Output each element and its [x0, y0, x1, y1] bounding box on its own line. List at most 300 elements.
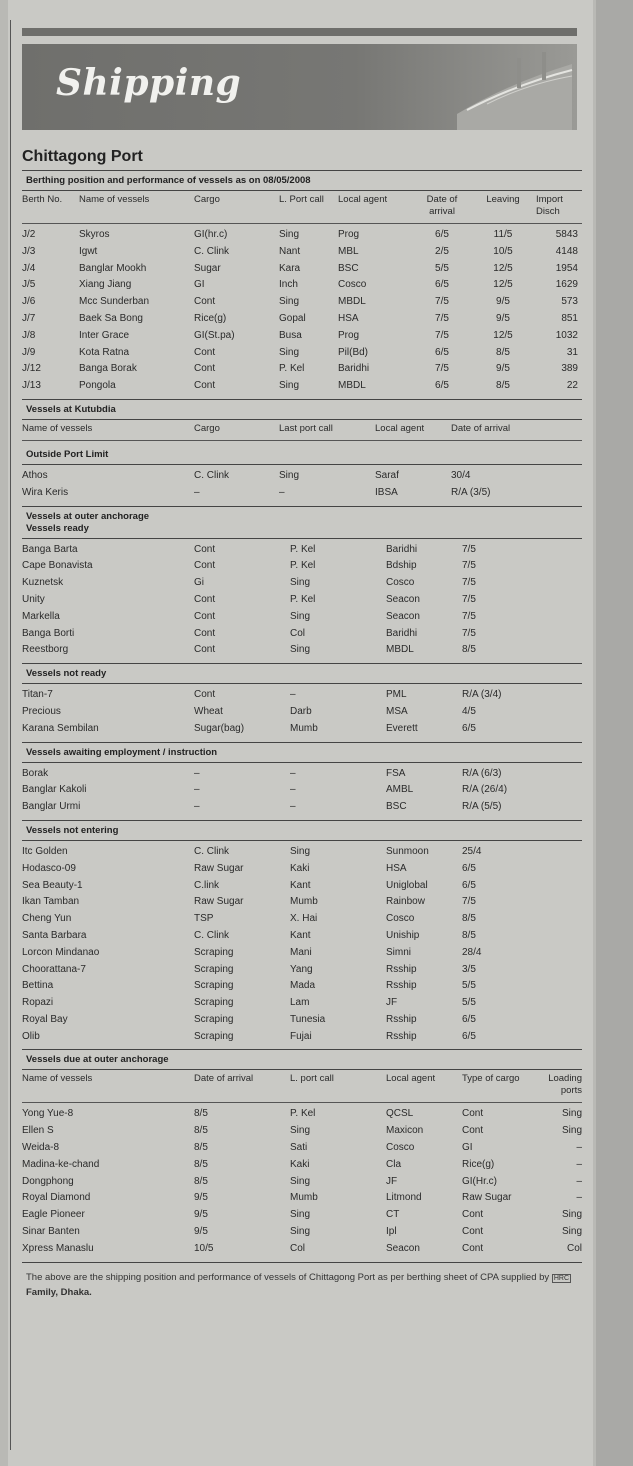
table-cell: 9/5 — [496, 312, 510, 324]
table-cell: Wheat — [194, 705, 223, 717]
table-cell: Rsship — [386, 963, 417, 975]
table-cell: BSC — [338, 262, 359, 274]
table-row — [22, 1207, 582, 1224]
table-cell: Ipl — [386, 1226, 397, 1238]
table-cell: C. Clink — [194, 245, 230, 257]
table-cell: Cont — [462, 1209, 484, 1221]
table-cell: Sing — [279, 296, 300, 308]
table-row — [22, 311, 582, 328]
table-cell: – — [194, 767, 200, 779]
table-row — [22, 261, 582, 278]
table-cell: Scraping — [194, 946, 234, 958]
table-body — [22, 224, 582, 395]
table-cell: Igwt — [79, 245, 98, 257]
table-cell: 8/5 — [194, 1142, 208, 1154]
table-cell: Sing — [279, 229, 300, 240]
table-cell: Litmond — [386, 1192, 422, 1204]
table-cell: MBDL — [386, 644, 414, 656]
table-cell: Rsship — [386, 980, 417, 992]
table-cell: Fujai — [290, 1030, 312, 1042]
table-cell: Baridhi — [386, 627, 418, 639]
table-cell: 31 — [566, 346, 578, 358]
table-cell: Sing — [279, 469, 300, 481]
table-cell: Bdship — [386, 560, 417, 572]
table-cell: Banga Borti — [22, 627, 75, 639]
due-table — [22, 1070, 582, 1257]
col-header: Cargo — [194, 420, 279, 441]
shipping-content — [22, 148, 582, 1300]
table-cell: Sinar Banten — [22, 1226, 80, 1238]
table-cell: 7/5 — [435, 363, 449, 375]
table-cell: Maxicon — [386, 1125, 424, 1137]
table-cell: 1954 — [555, 262, 578, 274]
table-row — [22, 1029, 582, 1046]
table-cell: J/13 — [22, 380, 41, 392]
table-row — [22, 294, 582, 311]
table-cell: Raw Sugar — [462, 1192, 512, 1204]
table-cell: – — [194, 784, 200, 796]
vessels-ready-title: Vessels ready — [22, 522, 582, 539]
table-cell: BSC — [386, 801, 407, 813]
table-cell: Mumb — [290, 896, 318, 908]
table-cell: Baek Sa Bong — [79, 312, 143, 324]
table-cell: 8/5 — [462, 913, 476, 925]
table-cell: – — [290, 784, 296, 796]
table-row — [22, 1224, 582, 1241]
table-cell: Scraping — [194, 980, 234, 992]
table-cell: Cont — [462, 1125, 484, 1137]
table-cell: 4/5 — [462, 705, 476, 717]
table-cell: 8/5 — [194, 1108, 208, 1120]
port-title: Chittagong Port — [22, 148, 143, 165]
table-row — [22, 945, 582, 962]
table-cell: C. Clink — [194, 929, 230, 941]
table-cell: Cont — [194, 560, 216, 572]
hrc-logo: HRC — [553, 1274, 569, 1282]
table-row — [22, 485, 582, 502]
table-cell: 6/5 — [462, 1013, 476, 1025]
table-cell: Scraping — [194, 997, 234, 1009]
table-cell: Sing — [290, 1226, 311, 1238]
adjacent-page-strip — [596, 0, 633, 1466]
table-row — [22, 894, 582, 911]
table-cell: – — [290, 801, 296, 813]
table-cell: Reestborg — [22, 644, 69, 656]
table-cell: Sugar(bag) — [194, 722, 245, 734]
table-cell: GI — [462, 1142, 473, 1154]
table-cell: P. Kel — [279, 363, 305, 375]
table-cell: Seacon — [386, 1242, 420, 1254]
banner-title: Shipping — [56, 62, 242, 104]
table-cell: Mada — [290, 980, 316, 992]
berthing-title: Berthing position and performance of vessels as on 08/05/2008 — [22, 170, 582, 191]
table-cell: Lorcon Mindanao — [22, 946, 100, 958]
table-cell: R/A (6/3) — [462, 767, 502, 779]
section-banner — [22, 44, 577, 130]
table-cell: Pongola — [79, 380, 116, 392]
table-body — [22, 1103, 582, 1258]
table-cell: 9/5 — [194, 1226, 208, 1238]
table-cell: Sing — [561, 1209, 582, 1221]
table-cell: Cont — [194, 627, 216, 639]
table-cell: Kant — [290, 929, 311, 941]
table-cell: Markella — [22, 610, 60, 622]
table-cell: Royal Diamond — [22, 1192, 91, 1204]
table-cell: Cont — [194, 380, 216, 392]
table-cell: Cape Bonavista — [22, 560, 93, 572]
table-cell: P. Kel — [290, 593, 316, 605]
table-cell: 6/5 — [462, 1030, 476, 1042]
table-row — [22, 1012, 582, 1029]
table-cell: Sea Beauty-1 — [22, 879, 83, 891]
table-cell: 8/5 — [462, 929, 476, 941]
awaiting-table — [22, 763, 582, 816]
table-cell: P. Kel — [290, 543, 316, 555]
table-cell: Inter Grace — [79, 329, 130, 341]
table-cell: R/A (26/4) — [462, 784, 508, 796]
table-cell: 7/5 — [462, 577, 476, 589]
table-cell: P. Kel — [290, 1108, 316, 1120]
col-header: Local agent — [375, 420, 451, 441]
footnote-source: Family, Dhaka. — [26, 1286, 92, 1298]
table-row — [22, 1140, 582, 1157]
table-cell: Cont — [194, 610, 216, 622]
footnote — [22, 1262, 582, 1300]
table-cell: Rainbow — [386, 896, 425, 908]
col-header: Date of arrival — [194, 1070, 290, 1103]
table-cell: Baridhi — [338, 363, 370, 375]
table-cell: Sugar — [194, 262, 221, 274]
table-cell: Santa Barbara — [22, 929, 87, 941]
table-cell: Banglar Urmi — [22, 801, 81, 813]
table-cell: Uniglobal — [386, 879, 428, 891]
table-cell: P. Kel — [290, 560, 316, 572]
table-cell: Itc Golden — [22, 845, 68, 857]
table-cell: J/12 — [22, 363, 41, 375]
table-row — [22, 328, 582, 345]
table-row — [22, 878, 582, 895]
table-cell: Ropazi — [22, 997, 54, 1009]
table-cell: Cosco — [338, 279, 367, 291]
table-row — [22, 626, 582, 643]
table-row — [22, 1157, 582, 1174]
table-cell: J/4 — [22, 262, 36, 274]
table-cell: 7/5 — [462, 543, 476, 555]
table-row — [22, 978, 582, 995]
table-cell: 7/5 — [462, 627, 476, 639]
kutubdia-table — [22, 420, 582, 441]
table-row — [22, 592, 582, 609]
table-cell: Cont — [462, 1108, 484, 1120]
table-cell: Sing — [561, 1226, 582, 1238]
table-row — [22, 465, 582, 485]
table-row — [22, 345, 582, 362]
col-header: Name of vessels — [22, 1070, 194, 1103]
table-cell: 7/5 — [462, 593, 476, 605]
table-cell: 5/5 — [462, 980, 476, 992]
table-row — [22, 558, 582, 575]
table-cell: Sing — [279, 380, 300, 392]
table-cell: 10/5 — [493, 245, 513, 257]
table-cell: CT — [386, 1209, 400, 1221]
table-row — [22, 539, 582, 559]
table-cell: J/6 — [22, 296, 36, 308]
table-cell: 10/5 — [194, 1242, 214, 1254]
table-cell: Seacon — [386, 610, 420, 622]
table-cell: Rice(g) — [462, 1158, 495, 1170]
table-row — [22, 911, 582, 928]
table-row — [22, 1174, 582, 1191]
table-cell: – — [576, 1192, 582, 1204]
table-cell: Sing — [290, 845, 311, 857]
table-cell: Raw Sugar — [194, 862, 244, 874]
table-cell: 6/5 — [462, 879, 476, 891]
table-cell: 11/5 — [493, 229, 513, 240]
table-cell: 6/5 — [435, 229, 449, 240]
table-cell: – — [576, 1158, 582, 1170]
table-cell: QCSL — [386, 1108, 414, 1120]
table-cell: C.link — [194, 879, 220, 891]
table-row — [22, 609, 582, 626]
awaiting-title: Vessels awaiting employment / instruction — [22, 742, 582, 763]
table-body — [22, 465, 582, 502]
table-cell: Scraping — [194, 1030, 234, 1042]
table-body — [22, 539, 582, 660]
table-cell: Gi — [194, 577, 204, 589]
table-cell: J/5 — [22, 279, 36, 291]
table-cell: 7/5 — [435, 312, 449, 324]
table-cell: PML — [386, 689, 407, 701]
table-cell: 8/5 — [194, 1158, 208, 1170]
table-cell: Hodasco-09 — [22, 862, 76, 874]
table-row — [22, 704, 582, 721]
table-cell: Cont — [194, 296, 216, 308]
table-cell: Rice(g) — [194, 312, 227, 324]
table-row — [22, 763, 582, 783]
outer-anchorage-title: Vessels at outer anchorage — [22, 506, 582, 522]
table-cell: MBDL — [338, 380, 366, 392]
table-row — [22, 721, 582, 738]
column-rule — [10, 20, 11, 1450]
table-cell: JF — [386, 1175, 398, 1187]
table-cell: 9/5 — [194, 1209, 208, 1221]
table-cell: HSA — [338, 312, 359, 324]
table-cell: 8/5 — [462, 644, 476, 656]
table-cell: Sing — [290, 610, 311, 622]
col-header: Type of cargo — [462, 1070, 546, 1103]
table-cell: Prog — [338, 229, 360, 240]
table-cell: Olib — [22, 1030, 40, 1042]
table-cell: Scraping — [194, 963, 234, 975]
table-cell: Sing — [290, 1175, 311, 1187]
table-cell: Unity — [22, 593, 45, 605]
table-cell: Cosco — [386, 577, 415, 589]
table-cell: 4148 — [555, 245, 578, 257]
table-cell: Cont — [194, 346, 216, 358]
table-cell: Cont — [194, 593, 216, 605]
table-cell: Weida-8 — [22, 1142, 60, 1154]
table-cell: 5/5 — [435, 262, 449, 274]
table-row — [22, 861, 582, 878]
table-cell: Saraf — [375, 469, 399, 481]
table-cell: Cont — [194, 363, 216, 375]
table-cell: Xpress Manaslu — [22, 1242, 94, 1254]
col-header: Name of vessels — [79, 191, 194, 224]
table-row — [22, 1103, 582, 1123]
table-cell: Rsship — [386, 1030, 417, 1042]
table-row — [22, 244, 582, 261]
table-cell: Col — [290, 1242, 306, 1254]
col-header: Berth No. — [22, 191, 79, 224]
table-cell: Prog — [338, 329, 360, 341]
table-cell: 30/4 — [451, 469, 471, 481]
table-row — [22, 841, 582, 861]
table-cell: 8/5 — [496, 380, 510, 392]
not-entering-table — [22, 841, 582, 1046]
table-cell: Mcc Sunderban — [79, 296, 150, 308]
table-cell: – — [576, 1175, 582, 1187]
table-row — [22, 684, 582, 704]
table-cell: 12/5 — [493, 329, 513, 341]
col-header: Name of vessels — [22, 420, 194, 441]
table-cell: J/8 — [22, 329, 36, 341]
table-cell: Kuznetsk — [22, 577, 64, 589]
not-ready-title: Vessels not ready — [22, 663, 582, 684]
table-cell: Ikan Tamban — [22, 896, 80, 908]
table-cell: 12/5 — [493, 279, 513, 291]
table-cell: Borak — [22, 767, 49, 779]
table-cell: – — [194, 486, 200, 498]
table-cell: Simni — [386, 946, 412, 958]
table-cell: J/9 — [22, 346, 36, 358]
col-header: Last port call — [279, 420, 375, 441]
table-body — [22, 841, 582, 1046]
table-cell: Karana Sembilan — [22, 722, 99, 734]
table-cell: Mumb — [290, 1192, 318, 1204]
table-row — [22, 575, 582, 592]
table-cell: 9/5 — [496, 296, 510, 308]
table-row — [22, 642, 582, 659]
not-entering-title: Vessels not entering — [22, 820, 582, 841]
table-cell: 6/5 — [435, 380, 449, 392]
table-cell: FSA — [386, 767, 406, 779]
table-cell: Gopal — [279, 312, 306, 324]
table-cell: 28/4 — [462, 946, 482, 958]
table-row — [22, 928, 582, 945]
table-cell: Dongphong — [22, 1175, 74, 1187]
table-cell: Darb — [290, 705, 312, 717]
table-cell: 2/5 — [435, 245, 449, 257]
table-cell: Xiang Jiang — [79, 279, 132, 291]
table-cell: Kaki — [290, 1158, 310, 1170]
table-cell: Sing — [561, 1125, 582, 1137]
table-cell: Raw Sugar — [194, 896, 244, 908]
table-cell: 25/4 — [462, 845, 482, 857]
table-cell: Kaki — [290, 862, 310, 874]
table-cell: Cheng Yun — [22, 913, 72, 925]
table-cell: Col — [566, 1242, 582, 1254]
table-cell: Cosco — [386, 913, 415, 925]
table-cell: Baridhi — [386, 543, 418, 555]
table-cell: 573 — [561, 296, 578, 308]
table-cell: Tunesia — [290, 1013, 326, 1025]
outside-title: Outside Port Limit — [22, 445, 582, 465]
table-cell: Royal Bay — [22, 1013, 68, 1025]
berthing-table — [22, 191, 582, 395]
table-cell: – — [279, 486, 285, 498]
table-cell: Busa — [279, 329, 302, 341]
table-cell: 6/5 — [462, 862, 476, 874]
table-cell: 1032 — [555, 329, 578, 341]
table-cell: Athos — [22, 469, 48, 481]
table-cell: Precious — [22, 705, 61, 717]
table-cell: Everett — [386, 722, 418, 734]
table-cell: Cont — [462, 1226, 484, 1238]
col-header: L. Port call — [279, 191, 338, 224]
table-cell: Rsship — [386, 1013, 417, 1025]
table-cell: Yong Yue-8 — [22, 1108, 74, 1120]
table-cell: GI(hr.c) — [194, 229, 228, 240]
table-cell: Ellen S — [22, 1125, 54, 1137]
table-body — [22, 763, 582, 816]
table-cell: Choorattana-7 — [22, 963, 86, 975]
table-cell: Cont — [462, 1242, 484, 1254]
table-cell: C. Clink — [194, 845, 230, 857]
table-cell: MBDL — [338, 296, 366, 308]
table-cell: Madina-ke-chand — [22, 1158, 100, 1170]
table-row — [22, 995, 582, 1012]
table-cell: Banglar Mookh — [79, 262, 147, 274]
table-cell: MSA — [386, 705, 408, 717]
table-cell: 9/5 — [194, 1192, 208, 1204]
table-cell: – — [576, 1142, 582, 1154]
table-cell: Pil(Bd) — [338, 346, 369, 358]
table-cell: Banga Barta — [22, 543, 78, 555]
table-cell: – — [194, 801, 200, 813]
table-cell: GI(St.pa) — [194, 329, 235, 341]
col-header: Local agent — [386, 1070, 462, 1103]
table-cell: 6/5 — [435, 346, 449, 358]
table-cell: Cont — [194, 644, 216, 656]
col-header: Date of arrival — [414, 191, 470, 224]
table-cell: R/A (3/4) — [462, 689, 502, 701]
table-cell: 5843 — [555, 229, 578, 240]
table-cell: Banglar Kakoli — [22, 784, 87, 796]
table-cell: IBSA — [375, 486, 398, 498]
table-cell: C. Clink — [194, 469, 230, 481]
table-cell: Col — [290, 627, 306, 639]
table-row — [22, 224, 582, 244]
table-cell: 8/5 — [194, 1125, 208, 1137]
ready-table — [22, 539, 582, 660]
table-cell: 8/5 — [496, 346, 510, 358]
header-bar — [22, 28, 577, 36]
table-cell: Mani — [290, 946, 312, 958]
table-cell: Mumb — [290, 722, 318, 734]
table-cell: Titan-7 — [22, 689, 53, 701]
table-cell: 6/5 — [462, 722, 476, 734]
table-cell: – — [290, 689, 296, 701]
table-cell: Nant — [279, 245, 301, 257]
table-cell: 7/5 — [462, 610, 476, 622]
table-cell: GI — [194, 279, 205, 291]
table-cell: Cosco — [386, 1142, 415, 1154]
table-cell: Sing — [290, 644, 311, 656]
table-cell: Skyros — [79, 229, 110, 240]
table-cell: 6/5 — [435, 279, 449, 291]
table-cell: Seacon — [386, 593, 420, 605]
table-cell: Yang — [290, 963, 313, 975]
